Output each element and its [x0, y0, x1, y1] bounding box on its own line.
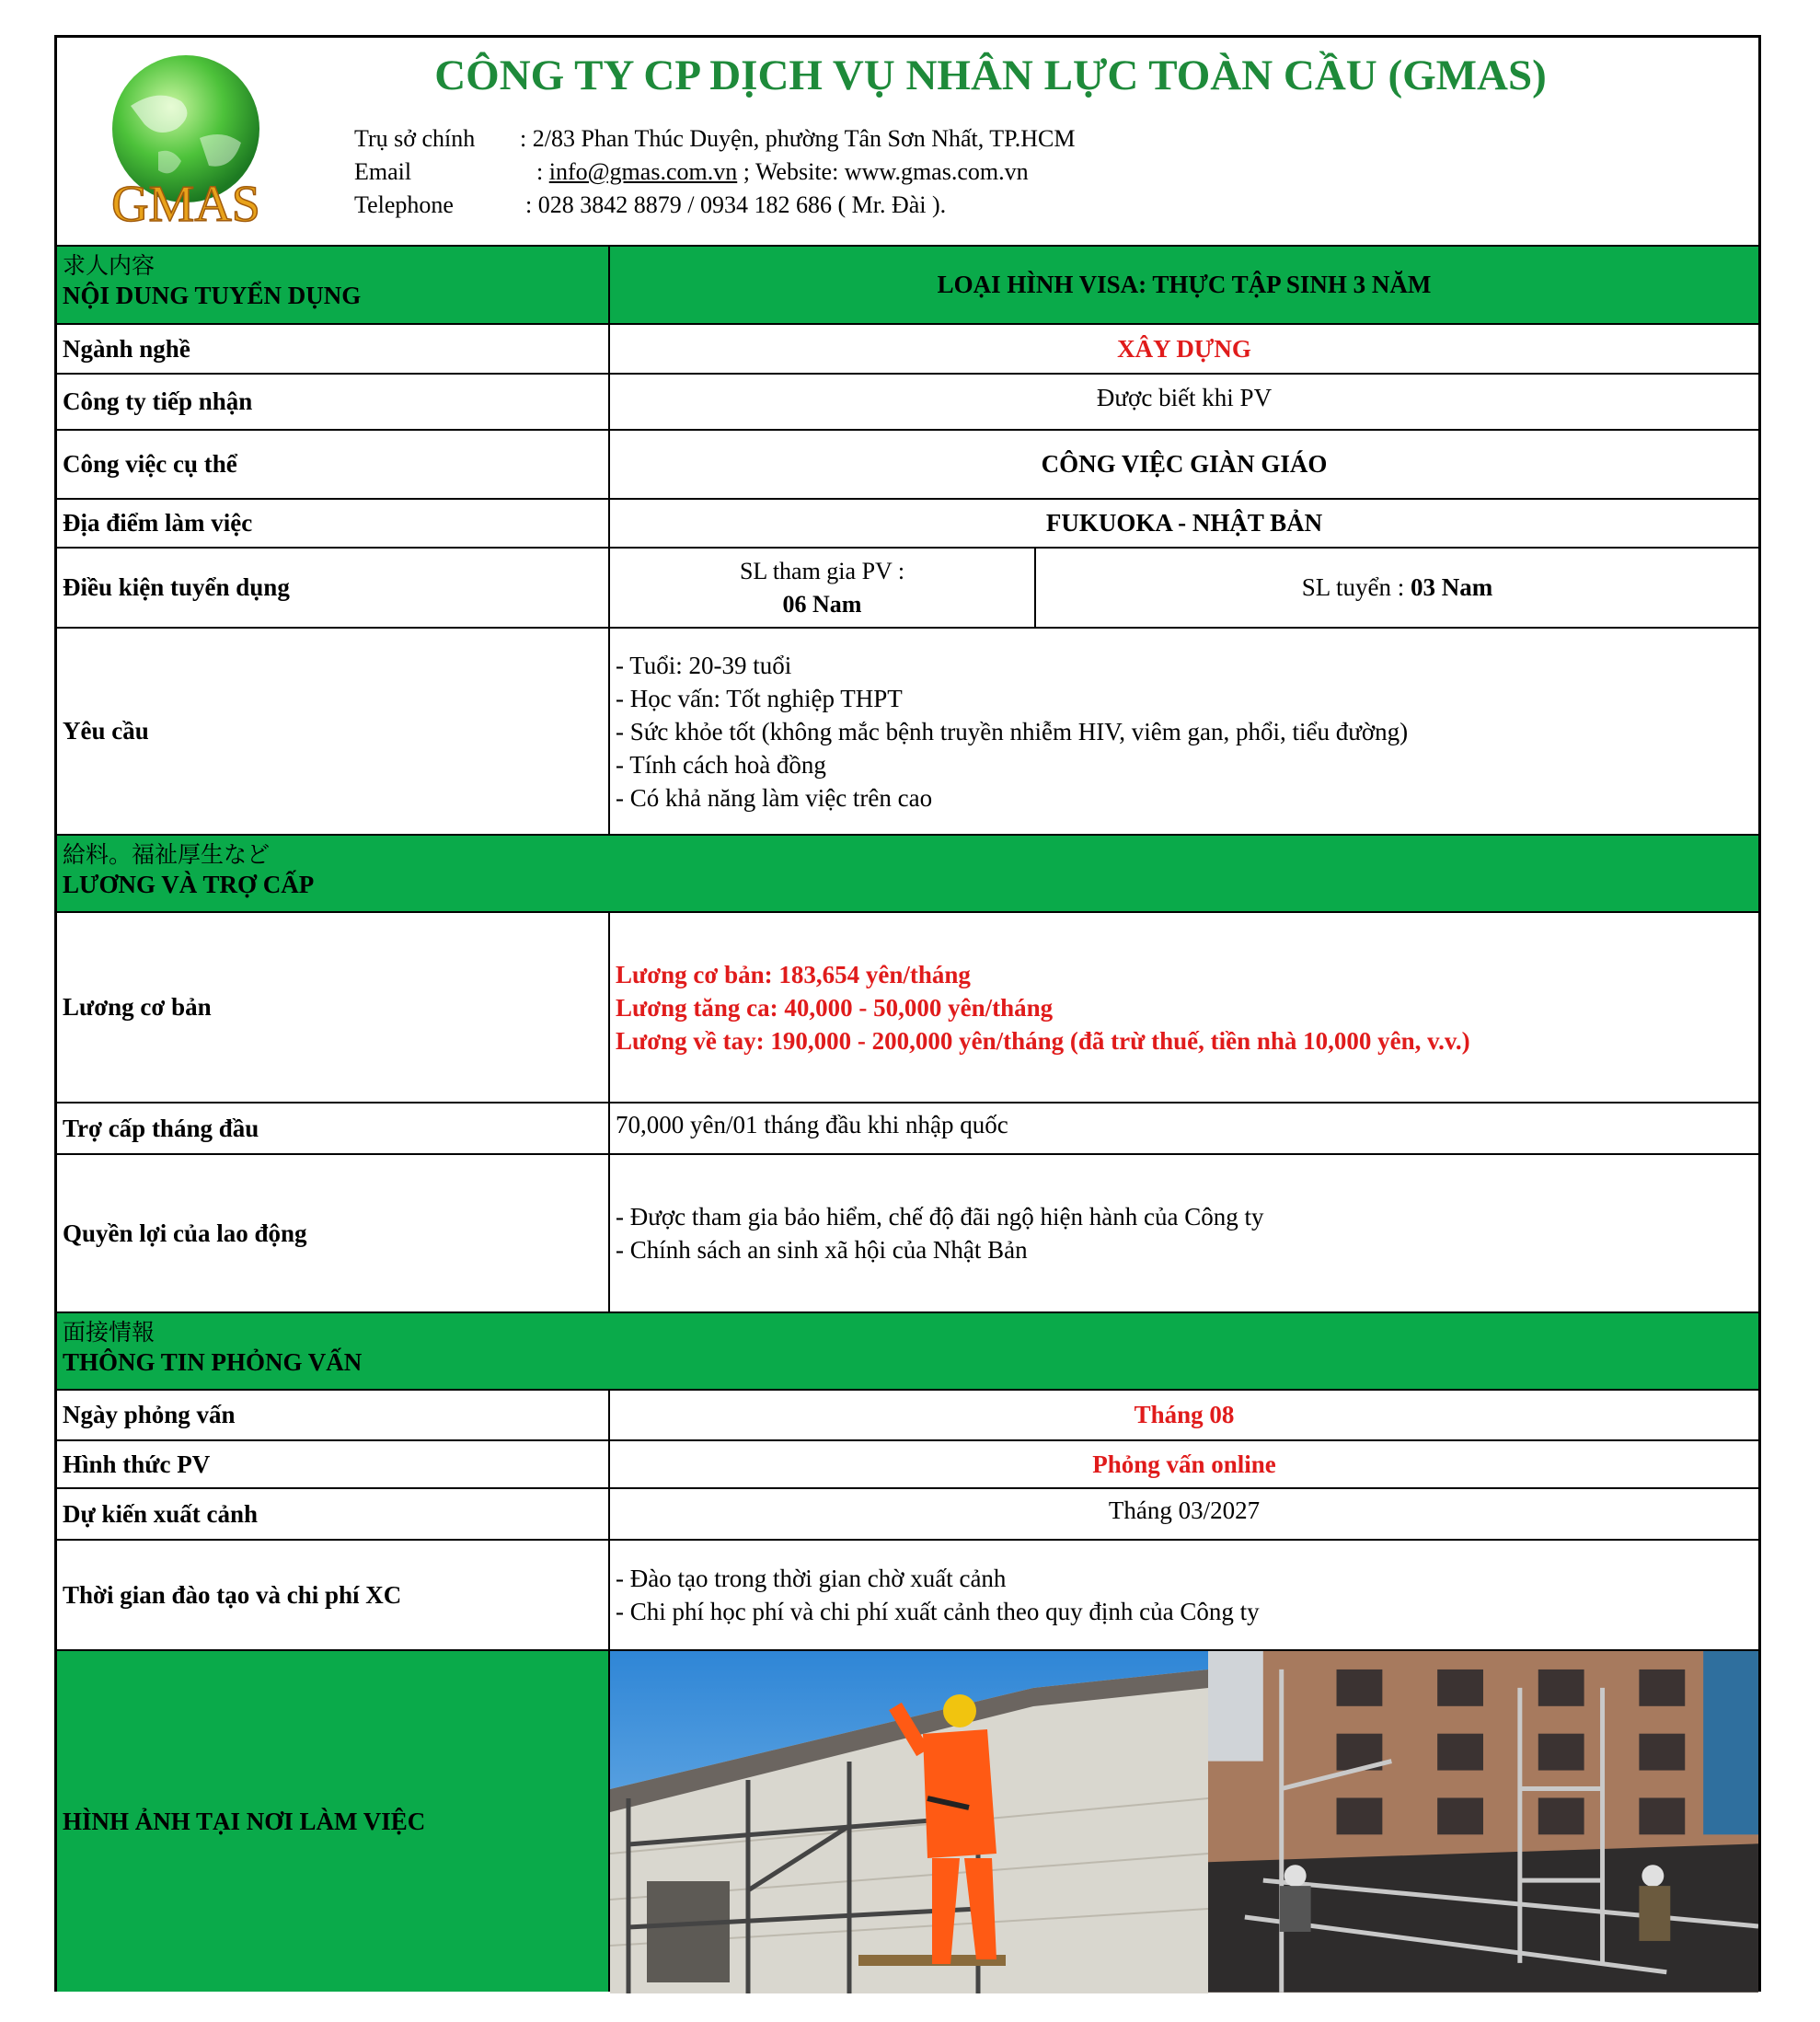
row-quyen-loi	[57, 1153, 1758, 1311]
row-cong-ty	[57, 373, 1758, 429]
row-label: Điều kiện tuyển dụng	[57, 549, 610, 627]
address-value: : 2/83 Phan Thúc Duyện, phường Tân Sơn Nhất, TP.HCM	[520, 125, 1076, 152]
address-label: Trụ sở chính	[354, 125, 476, 152]
training-list	[610, 1541, 1758, 1649]
photo-gallery	[610, 1651, 1758, 1992]
sl-tuyen-value: 03 Nam	[1411, 573, 1493, 601]
row-hinh-thuc	[57, 1439, 1758, 1487]
recruitment-sheet	[54, 35, 1761, 1992]
section-title	[63, 250, 361, 311]
row-value: Tháng 08	[1134, 1401, 1235, 1428]
email-link[interactable]: info@gmas.com.vn	[548, 158, 738, 185]
visa-type: LOẠI HÌNH VISA: THỰC TẬP SINH 3 NĂM	[610, 247, 1758, 323]
row-label: Địa điểm làm việc	[57, 500, 610, 547]
section-title-jp: 面接情報	[63, 1319, 156, 1346]
list-item: - Có khả năng làm việc trên cao	[616, 783, 933, 812]
section-recruitment-header	[57, 245, 1758, 323]
row-photos	[57, 1649, 1758, 1992]
row-label: Yêu cầu	[57, 629, 610, 834]
row-cong-viec	[57, 429, 1758, 498]
row-label: Lương cơ bản	[57, 913, 610, 1102]
list-item: - Tuổi: 20-39 tuổi	[616, 651, 792, 679]
section-title-vi: NỘI DUNG TUYỂN DỤNG	[63, 282, 362, 309]
row-dia-diem	[57, 498, 1758, 547]
row-value: CÔNG VIỆC GIÀN GIÁO	[1041, 450, 1328, 478]
sl-phong-van	[610, 549, 1036, 627]
phone-row	[354, 189, 946, 222]
row-label: Ngày phỏng vấn	[57, 1391, 610, 1439]
row-value: 70,000 yên/01 tháng đầu khi nhập quốc	[616, 1111, 1008, 1138]
row-nganh-nghe	[57, 323, 1758, 373]
row-yeu-cau	[57, 627, 1758, 834]
construction-site-photo	[1208, 1651, 1758, 1993]
row-xuat-canh	[57, 1487, 1758, 1539]
phone-label: Telephone	[354, 191, 454, 218]
row-label: Dự kiến xuất cảnh	[57, 1489, 610, 1539]
row-value: Tháng 03/2027	[1108, 1496, 1261, 1524]
section-title	[63, 839, 314, 900]
phone-value: : 028 3842 8879 / 0934 182 686 ( Mr. Đài ).	[525, 191, 947, 218]
section-title	[63, 1317, 362, 1378]
row-label: Trợ cấp tháng đầu	[57, 1103, 610, 1153]
list-item: - Được tham gia bảo hiểm, chế độ đãi ngộ hiện hành của Công ty	[616, 1203, 1264, 1231]
section-salary-header	[57, 834, 1758, 911]
logo-text: GMAS	[111, 176, 260, 233]
row-label: Quyền lợi của lao động	[57, 1155, 610, 1311]
row-dao-tao	[57, 1539, 1758, 1649]
row-label: Công việc cụ thể	[57, 431, 610, 498]
list-item: - Học vấn: Tốt nghiệp THPT	[616, 684, 903, 712]
row-value: Phỏng vấn online	[1092, 1450, 1276, 1478]
row-ngay-phong-van	[57, 1389, 1758, 1439]
scaffolding-worker-photo	[610, 1651, 1208, 1993]
row-value: Được biết khi PV	[1096, 384, 1273, 411]
website-text: ; Website: www.gmas.com.vn	[737, 158, 1029, 185]
row-value: FUKUOKA - NHẬT BẢN	[1045, 509, 1323, 537]
row-tro-cap	[57, 1102, 1758, 1153]
requirements-list	[610, 629, 1758, 834]
sl-pv-label: SL tham gia PV :	[739, 557, 905, 584]
email-prefix: :	[536, 158, 549, 185]
section-title-vi: LƯƠNG VÀ TRỢ CẤP	[63, 871, 315, 898]
sl-tuyen	[1036, 549, 1758, 627]
list-item: - Chi phí học phí và chi phí xuất cảnh theo quy định của Công ty	[616, 1598, 1260, 1625]
list-item: Lương cơ bản: 183,654 yên/tháng	[616, 960, 971, 988]
row-label: Công ty tiếp nhận	[57, 375, 610, 429]
list-item: Lương về tay: 190,000 - 200,000 yên/tháng (đã trừ thuế, tiền nhà 10,000 yên, v.v.)	[616, 1026, 1470, 1055]
list-item: Lương tăng ca: 40,000 - 50,000 yên/tháng	[616, 993, 1054, 1022]
section-interview-header	[57, 1311, 1758, 1389]
row-dieu-kien	[57, 547, 1758, 627]
section-title-jp: 求人内容	[63, 252, 156, 279]
photos-label: HÌNH ẢNH TẠI NƠI LÀM VIỆC	[57, 1651, 610, 1992]
address-row	[354, 122, 1075, 156]
benefits-list	[610, 1155, 1758, 1311]
row-label: Ngành nghề	[57, 325, 610, 373]
header	[57, 38, 1758, 245]
company-name: CÔNG TY CP DỊCH VỤ NHÂN LỰC TOÀN CẦU (GMAS)	[434, 52, 1547, 99]
section-title-jp: 給料。福祉厚生など	[63, 841, 271, 868]
list-item: - Đào tạo trong thời gian chờ xuất cảnh	[616, 1565, 1007, 1592]
list-item: - Tính cách hoà đồng	[616, 750, 826, 779]
row-value: XÂY DỰNG	[1117, 334, 1251, 363]
list-item: - Chính sách an sinh xã hội của Nhật Bản	[616, 1236, 1028, 1264]
row-label: Hình thức PV	[57, 1441, 610, 1487]
sl-pv-value: 06 Nam	[782, 590, 862, 618]
list-item: - Sức khỏe tốt (không mắc bệnh truyền nhiễm HIV, viêm gan, phổi, tiểu đường)	[616, 717, 1409, 745]
email-row	[354, 156, 1029, 189]
salary-list	[610, 913, 1758, 1102]
email-label: Email	[354, 158, 412, 185]
row-luong-co-ban	[57, 911, 1758, 1102]
section-title-cell	[57, 247, 610, 323]
sl-tuyen-label: SL tuyển :	[1301, 573, 1411, 601]
section-title-vi: THÔNG TIN PHỎNG VẤN	[63, 1348, 363, 1376]
row-label: Thời gian đào tạo và chi phí XC	[57, 1541, 610, 1649]
